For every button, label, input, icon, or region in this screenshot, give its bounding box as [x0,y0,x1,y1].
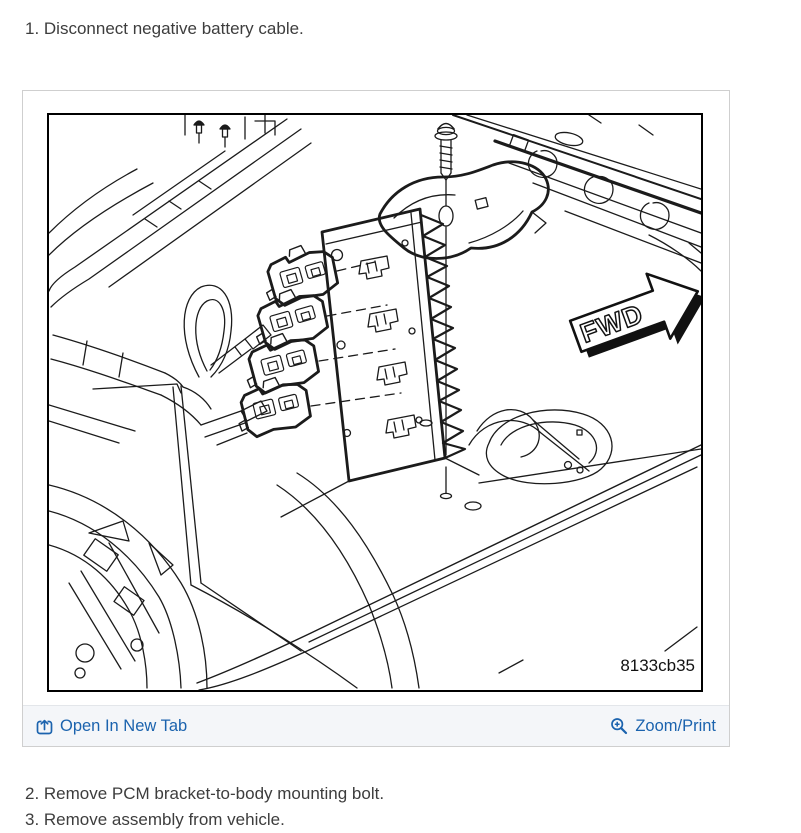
figure-part-code: 8133cb35 [620,656,695,675]
open-in-new-tab-icon [36,718,53,735]
figure-frame [47,113,703,692]
pcm-connector [230,371,314,440]
step-2-text: 2. Remove PCM bracket-to-body mounting bolt. [25,784,385,803]
pcm-removal-diagram [49,115,701,690]
small-bolt-icon [194,121,204,143]
step-3-text: 3. Remove assembly from vehicle. [25,810,285,829]
pcm-module [322,209,445,481]
magnifier-plus-icon [610,717,628,735]
figure-toolbar [23,705,729,746]
step-1-text: 1. Disconnect negative battery cable. [25,19,304,38]
fwd-label: FWD [576,298,648,349]
zoom-print-link[interactable] [610,717,716,736]
small-bolt-icon [220,125,230,147]
open-in-new-tab-link[interactable] [36,717,187,736]
pcm-heatsink-fins [421,215,465,458]
zoom-print-label: Zoom/Print [635,716,716,735]
mounting-bolt [435,124,457,499]
fwd-arrow-icon [564,258,701,377]
figure-card [22,90,730,747]
pcm-bracket [379,162,548,259]
open-in-new-tab-label: Open In New Tab [60,716,188,735]
